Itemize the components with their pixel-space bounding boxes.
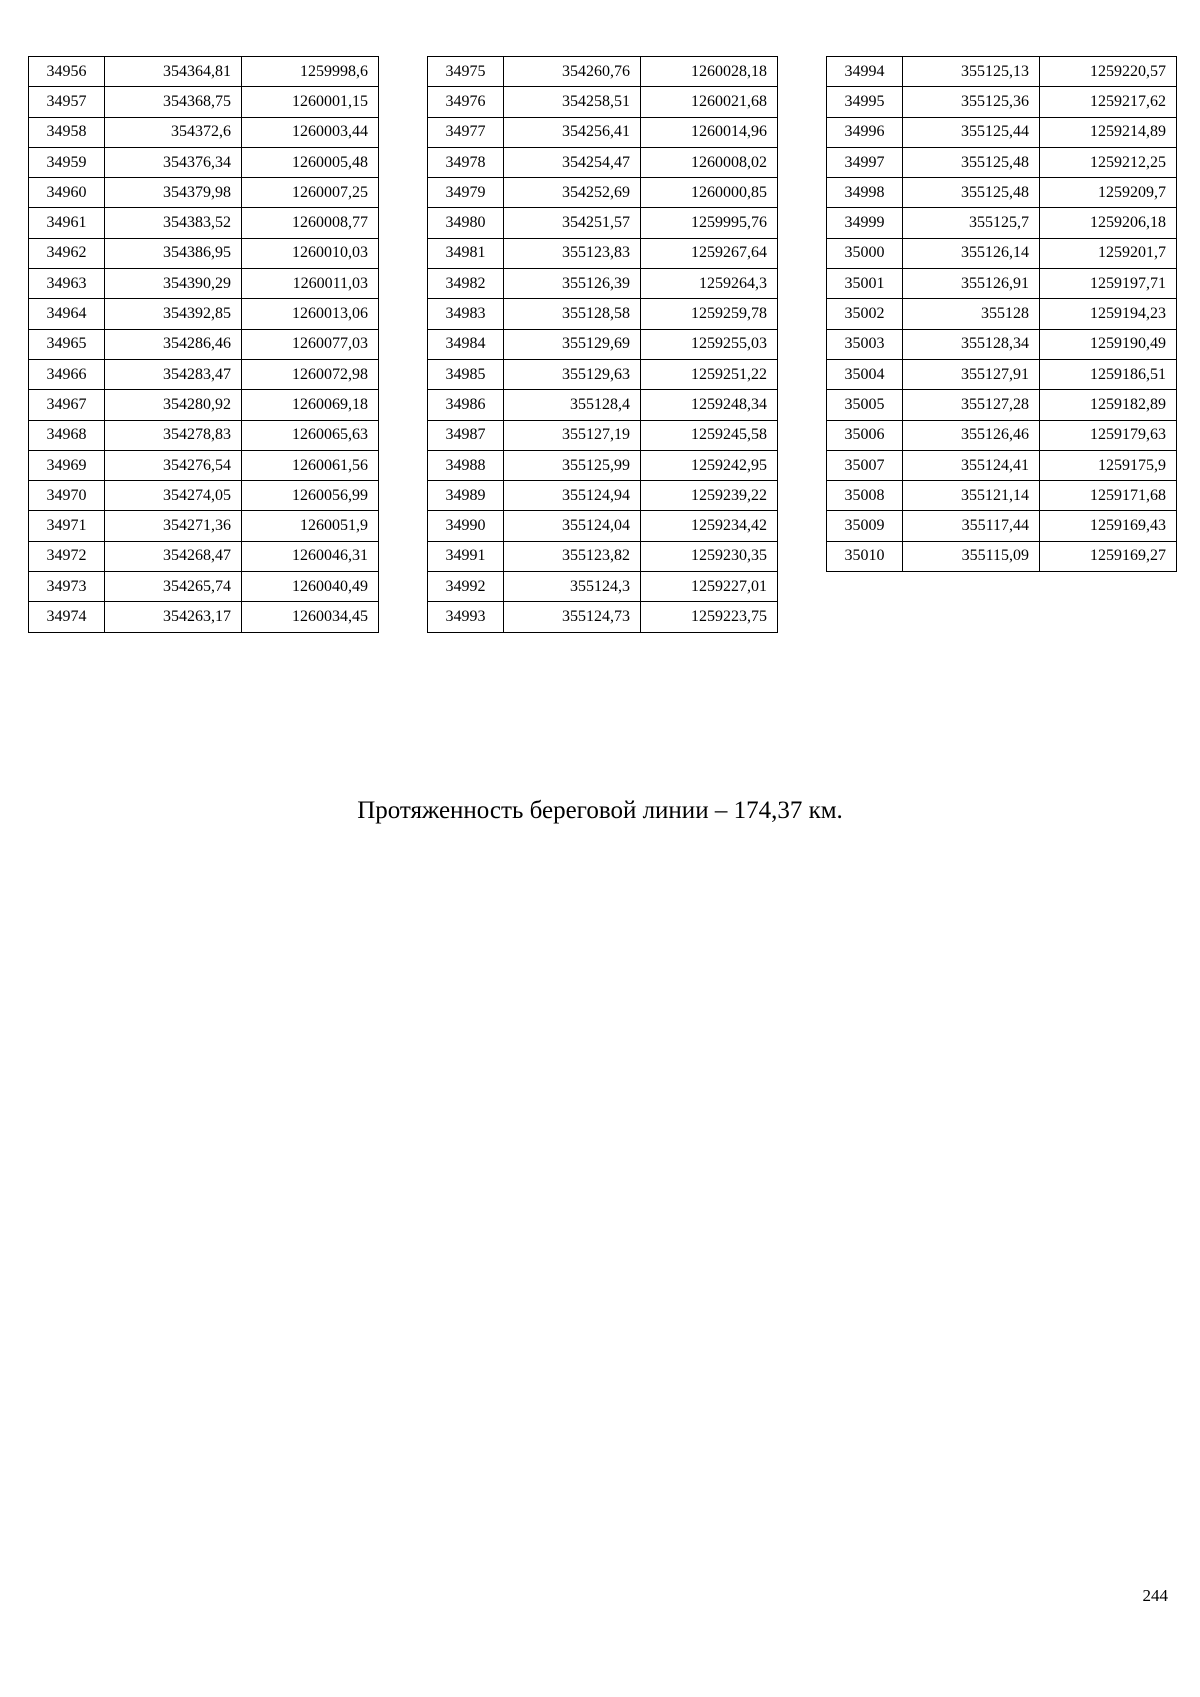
table-row bbox=[428, 87, 778, 117]
point-number-cell: 34972 bbox=[29, 541, 105, 571]
point-number-cell: 34990 bbox=[428, 511, 504, 541]
y-coordinate-cell: 1259239,22 bbox=[641, 481, 778, 511]
y-coordinate-cell: 1259169,27 bbox=[1040, 541, 1177, 571]
x-coordinate-cell: 354263,17 bbox=[105, 602, 242, 632]
table-row bbox=[827, 390, 1177, 420]
y-coordinate-cell: 1260013,06 bbox=[242, 299, 379, 329]
table-row bbox=[428, 420, 778, 450]
point-number-cell: 34994 bbox=[827, 57, 903, 87]
table-row bbox=[428, 602, 778, 632]
y-coordinate-cell: 1259179,63 bbox=[1040, 420, 1177, 450]
x-coordinate-cell: 354260,76 bbox=[504, 57, 641, 87]
point-number-cell: 34967 bbox=[29, 390, 105, 420]
point-number-cell: 34993 bbox=[428, 602, 504, 632]
x-coordinate-cell: 355126,14 bbox=[903, 238, 1040, 268]
table-row bbox=[827, 359, 1177, 389]
point-number-cell: 35005 bbox=[827, 390, 903, 420]
table-row bbox=[29, 390, 379, 420]
x-coordinate-cell: 355129,69 bbox=[504, 329, 641, 359]
point-number-cell: 35008 bbox=[827, 481, 903, 511]
x-coordinate-cell: 354274,05 bbox=[105, 481, 242, 511]
x-coordinate-cell: 355124,73 bbox=[504, 602, 641, 632]
table-row bbox=[827, 299, 1177, 329]
x-coordinate-cell: 355126,46 bbox=[903, 420, 1040, 450]
point-number-cell: 34979 bbox=[428, 178, 504, 208]
point-number-cell: 34965 bbox=[29, 329, 105, 359]
y-coordinate-cell: 1259201,7 bbox=[1040, 238, 1177, 268]
x-coordinate-cell: 354278,83 bbox=[105, 420, 242, 450]
y-coordinate-cell: 1259259,78 bbox=[641, 299, 778, 329]
point-number-cell: 35002 bbox=[827, 299, 903, 329]
point-number-cell: 34980 bbox=[428, 208, 504, 238]
table-row bbox=[428, 511, 778, 541]
point-number-cell: 34995 bbox=[827, 87, 903, 117]
table-row bbox=[428, 238, 778, 268]
point-number-cell: 35007 bbox=[827, 450, 903, 480]
y-coordinate-cell: 1259169,43 bbox=[1040, 511, 1177, 541]
table-row bbox=[827, 329, 1177, 359]
x-coordinate-cell: 355125,7 bbox=[903, 208, 1040, 238]
x-coordinate-cell: 355125,48 bbox=[903, 178, 1040, 208]
table-row bbox=[29, 572, 379, 602]
x-coordinate-cell: 355121,14 bbox=[903, 481, 1040, 511]
point-number-cell: 34976 bbox=[428, 87, 504, 117]
x-coordinate-cell: 355124,04 bbox=[504, 511, 641, 541]
y-coordinate-cell: 1259186,51 bbox=[1040, 359, 1177, 389]
x-coordinate-cell: 355115,09 bbox=[903, 541, 1040, 571]
point-number-cell: 34997 bbox=[827, 147, 903, 177]
table-row bbox=[428, 178, 778, 208]
point-number-cell: 34966 bbox=[29, 359, 105, 389]
y-coordinate-cell: 1259171,68 bbox=[1040, 481, 1177, 511]
y-coordinate-cell: 1259264,3 bbox=[641, 269, 778, 299]
point-number-cell: 35003 bbox=[827, 329, 903, 359]
x-coordinate-cell: 355125,36 bbox=[903, 87, 1040, 117]
point-number-cell: 34991 bbox=[428, 541, 504, 571]
table-row bbox=[827, 147, 1177, 177]
y-coordinate-cell: 1260008,77 bbox=[242, 208, 379, 238]
y-coordinate-cell: 1260051,9 bbox=[242, 511, 379, 541]
table-row bbox=[428, 147, 778, 177]
table-row bbox=[29, 420, 379, 450]
table-row bbox=[827, 238, 1177, 268]
point-number-cell: 34992 bbox=[428, 572, 504, 602]
x-coordinate-cell: 355127,28 bbox=[903, 390, 1040, 420]
point-number-cell: 34975 bbox=[428, 57, 504, 87]
y-coordinate-cell: 1259214,89 bbox=[1040, 117, 1177, 147]
table-row bbox=[827, 87, 1177, 117]
y-coordinate-cell: 1259245,58 bbox=[641, 420, 778, 450]
x-coordinate-cell: 354376,34 bbox=[105, 147, 242, 177]
y-coordinate-cell: 1259251,22 bbox=[641, 359, 778, 389]
y-coordinate-cell: 1259194,23 bbox=[1040, 299, 1177, 329]
y-coordinate-cell: 1259217,62 bbox=[1040, 87, 1177, 117]
table-row bbox=[827, 541, 1177, 571]
x-coordinate-cell: 354256,41 bbox=[504, 117, 641, 147]
x-coordinate-cell: 354392,85 bbox=[105, 299, 242, 329]
x-coordinate-cell: 354254,47 bbox=[504, 147, 641, 177]
y-coordinate-cell: 1260056,99 bbox=[242, 481, 379, 511]
table-row bbox=[428, 359, 778, 389]
table-row bbox=[29, 57, 379, 87]
y-coordinate-cell: 1260046,31 bbox=[242, 541, 379, 571]
table-row bbox=[428, 329, 778, 359]
x-coordinate-cell: 355123,83 bbox=[504, 238, 641, 268]
x-coordinate-cell: 355128,34 bbox=[903, 329, 1040, 359]
table-row bbox=[827, 57, 1177, 87]
table-row bbox=[827, 481, 1177, 511]
point-number-cell: 34996 bbox=[827, 117, 903, 147]
table-row bbox=[29, 511, 379, 541]
point-number-cell: 34968 bbox=[29, 420, 105, 450]
table-row bbox=[827, 178, 1177, 208]
table-row bbox=[428, 450, 778, 480]
table-row bbox=[29, 602, 379, 632]
point-number-cell: 35009 bbox=[827, 511, 903, 541]
point-number-cell: 34970 bbox=[29, 481, 105, 511]
y-coordinate-cell: 1260069,18 bbox=[242, 390, 379, 420]
point-number-cell: 34962 bbox=[29, 238, 105, 268]
y-coordinate-cell: 1260072,98 bbox=[242, 359, 379, 389]
table-row bbox=[827, 420, 1177, 450]
y-coordinate-cell: 1260014,96 bbox=[641, 117, 778, 147]
x-coordinate-cell: 354283,47 bbox=[105, 359, 242, 389]
x-coordinate-cell: 355117,44 bbox=[903, 511, 1040, 541]
y-coordinate-cell: 1260003,44 bbox=[242, 117, 379, 147]
coordinates-table-1 bbox=[28, 56, 379, 633]
x-coordinate-cell: 355126,91 bbox=[903, 269, 1040, 299]
x-coordinate-cell: 354280,92 bbox=[105, 390, 242, 420]
x-coordinate-cell: 354383,52 bbox=[105, 208, 242, 238]
x-coordinate-cell: 355124,3 bbox=[504, 572, 641, 602]
x-coordinate-cell: 354258,51 bbox=[504, 87, 641, 117]
x-coordinate-cell: 354286,46 bbox=[105, 329, 242, 359]
y-coordinate-cell: 1259212,25 bbox=[1040, 147, 1177, 177]
table-row bbox=[29, 147, 379, 177]
table-row bbox=[428, 481, 778, 511]
point-number-cell: 34987 bbox=[428, 420, 504, 450]
y-coordinate-cell: 1259248,34 bbox=[641, 390, 778, 420]
point-number-cell: 34963 bbox=[29, 269, 105, 299]
y-coordinate-cell: 1259206,18 bbox=[1040, 208, 1177, 238]
y-coordinate-cell: 1260021,68 bbox=[641, 87, 778, 117]
x-coordinate-cell: 355127,19 bbox=[504, 420, 641, 450]
x-coordinate-cell: 354379,98 bbox=[105, 178, 242, 208]
point-number-cell: 34956 bbox=[29, 57, 105, 87]
y-coordinate-cell: 1259197,71 bbox=[1040, 269, 1177, 299]
coordinates-table-2 bbox=[427, 56, 778, 633]
x-coordinate-cell: 355124,41 bbox=[903, 450, 1040, 480]
y-coordinate-cell: 1259175,9 bbox=[1040, 450, 1177, 480]
table-row bbox=[29, 178, 379, 208]
y-coordinate-cell: 1259255,03 bbox=[641, 329, 778, 359]
point-number-cell: 34985 bbox=[428, 359, 504, 389]
x-coordinate-cell: 355127,91 bbox=[903, 359, 1040, 389]
point-number-cell: 34986 bbox=[428, 390, 504, 420]
point-number-cell: 34959 bbox=[29, 147, 105, 177]
table-row bbox=[827, 511, 1177, 541]
table-row bbox=[827, 117, 1177, 147]
y-coordinate-cell: 1259242,95 bbox=[641, 450, 778, 480]
table-row bbox=[428, 541, 778, 571]
table-row bbox=[428, 390, 778, 420]
x-coordinate-cell: 354386,95 bbox=[105, 238, 242, 268]
table-row bbox=[29, 208, 379, 238]
point-number-cell: 34981 bbox=[428, 238, 504, 268]
x-coordinate-cell: 355126,39 bbox=[504, 269, 641, 299]
x-coordinate-cell: 354368,75 bbox=[105, 87, 242, 117]
x-coordinate-cell: 355125,48 bbox=[903, 147, 1040, 177]
table-row bbox=[428, 208, 778, 238]
point-number-cell: 34988 bbox=[428, 450, 504, 480]
y-coordinate-cell: 1260034,45 bbox=[242, 602, 379, 632]
table-row bbox=[428, 57, 778, 87]
x-coordinate-cell: 355129,63 bbox=[504, 359, 641, 389]
y-coordinate-cell: 1260011,03 bbox=[242, 269, 379, 299]
table-row bbox=[428, 117, 778, 147]
x-coordinate-cell: 354252,69 bbox=[504, 178, 641, 208]
table-row bbox=[29, 87, 379, 117]
y-coordinate-cell: 1260040,49 bbox=[242, 572, 379, 602]
point-number-cell: 34978 bbox=[428, 147, 504, 177]
table-row bbox=[29, 269, 379, 299]
x-coordinate-cell: 354271,36 bbox=[105, 511, 242, 541]
table-row bbox=[29, 238, 379, 268]
coordinates-table-3 bbox=[826, 56, 1177, 572]
y-coordinate-cell: 1260007,25 bbox=[242, 178, 379, 208]
y-coordinate-cell: 1259234,42 bbox=[641, 511, 778, 541]
x-coordinate-cell: 355128,58 bbox=[504, 299, 641, 329]
x-coordinate-cell: 355128 bbox=[903, 299, 1040, 329]
x-coordinate-cell: 354251,57 bbox=[504, 208, 641, 238]
point-number-cell: 34957 bbox=[29, 87, 105, 117]
page-number: 244 bbox=[1142, 1586, 1168, 1605]
point-number-cell: 35010 bbox=[827, 541, 903, 571]
table-row bbox=[827, 208, 1177, 238]
table-row bbox=[29, 329, 379, 359]
y-coordinate-cell: 1260005,48 bbox=[242, 147, 379, 177]
y-coordinate-cell: 1260010,03 bbox=[242, 238, 379, 268]
point-number-cell: 34983 bbox=[428, 299, 504, 329]
table-row bbox=[428, 572, 778, 602]
point-number-cell: 34969 bbox=[29, 450, 105, 480]
y-coordinate-cell: 1260001,15 bbox=[242, 87, 379, 117]
table-row bbox=[29, 481, 379, 511]
y-coordinate-cell: 1260028,18 bbox=[641, 57, 778, 87]
x-coordinate-cell: 354372,6 bbox=[105, 117, 242, 147]
x-coordinate-cell: 355125,99 bbox=[504, 450, 641, 480]
y-coordinate-cell: 1259209,7 bbox=[1040, 178, 1177, 208]
point-number-cell: 34958 bbox=[29, 117, 105, 147]
x-coordinate-cell: 355124,94 bbox=[504, 481, 641, 511]
x-coordinate-cell: 354390,29 bbox=[105, 269, 242, 299]
y-coordinate-cell: 1260061,56 bbox=[242, 450, 379, 480]
x-coordinate-cell: 355125,44 bbox=[903, 117, 1040, 147]
point-number-cell: 35006 bbox=[827, 420, 903, 450]
y-coordinate-cell: 1260008,02 bbox=[641, 147, 778, 177]
y-coordinate-cell: 1259227,01 bbox=[641, 572, 778, 602]
y-coordinate-cell: 1259995,76 bbox=[641, 208, 778, 238]
point-number-cell: 34984 bbox=[428, 329, 504, 359]
y-coordinate-cell: 1260065,63 bbox=[242, 420, 379, 450]
point-number-cell: 35004 bbox=[827, 359, 903, 389]
table-row bbox=[29, 117, 379, 147]
point-number-cell: 35001 bbox=[827, 269, 903, 299]
y-coordinate-cell: 1259182,89 bbox=[1040, 390, 1177, 420]
table-row bbox=[827, 269, 1177, 299]
table-row bbox=[29, 450, 379, 480]
y-coordinate-cell: 1260077,03 bbox=[242, 329, 379, 359]
y-coordinate-cell: 1259190,49 bbox=[1040, 329, 1177, 359]
y-coordinate-cell: 1259230,35 bbox=[641, 541, 778, 571]
table-row bbox=[29, 299, 379, 329]
x-coordinate-cell: 354265,74 bbox=[105, 572, 242, 602]
table-row bbox=[428, 269, 778, 299]
x-coordinate-cell: 355125,13 bbox=[903, 57, 1040, 87]
point-number-cell: 34974 bbox=[29, 602, 105, 632]
point-number-cell: 34964 bbox=[29, 299, 105, 329]
point-number-cell: 34961 bbox=[29, 208, 105, 238]
y-coordinate-cell: 1259267,64 bbox=[641, 238, 778, 268]
x-coordinate-cell: 355128,4 bbox=[504, 390, 641, 420]
point-number-cell: 34960 bbox=[29, 178, 105, 208]
point-number-cell: 34971 bbox=[29, 511, 105, 541]
point-number-cell: 34977 bbox=[428, 117, 504, 147]
table-row bbox=[428, 299, 778, 329]
table-row bbox=[29, 359, 379, 389]
x-coordinate-cell: 355123,82 bbox=[504, 541, 641, 571]
table-row bbox=[827, 450, 1177, 480]
y-coordinate-cell: 1259998,6 bbox=[242, 57, 379, 87]
x-coordinate-cell: 354268,47 bbox=[105, 541, 242, 571]
shoreline-length-text: Протяженность береговой линии – 174,37 км. bbox=[357, 797, 843, 824]
point-number-cell: 34998 bbox=[827, 178, 903, 208]
point-number-cell: 35000 bbox=[827, 238, 903, 268]
point-number-cell: 34973 bbox=[29, 572, 105, 602]
table-row bbox=[29, 541, 379, 571]
point-number-cell: 34989 bbox=[428, 481, 504, 511]
point-number-cell: 34982 bbox=[428, 269, 504, 299]
y-coordinate-cell: 1260000,85 bbox=[641, 178, 778, 208]
x-coordinate-cell: 354364,81 bbox=[105, 57, 242, 87]
y-coordinate-cell: 1259223,75 bbox=[641, 602, 778, 632]
y-coordinate-cell: 1259220,57 bbox=[1040, 57, 1177, 87]
point-number-cell: 34999 bbox=[827, 208, 903, 238]
x-coordinate-cell: 354276,54 bbox=[105, 450, 242, 480]
